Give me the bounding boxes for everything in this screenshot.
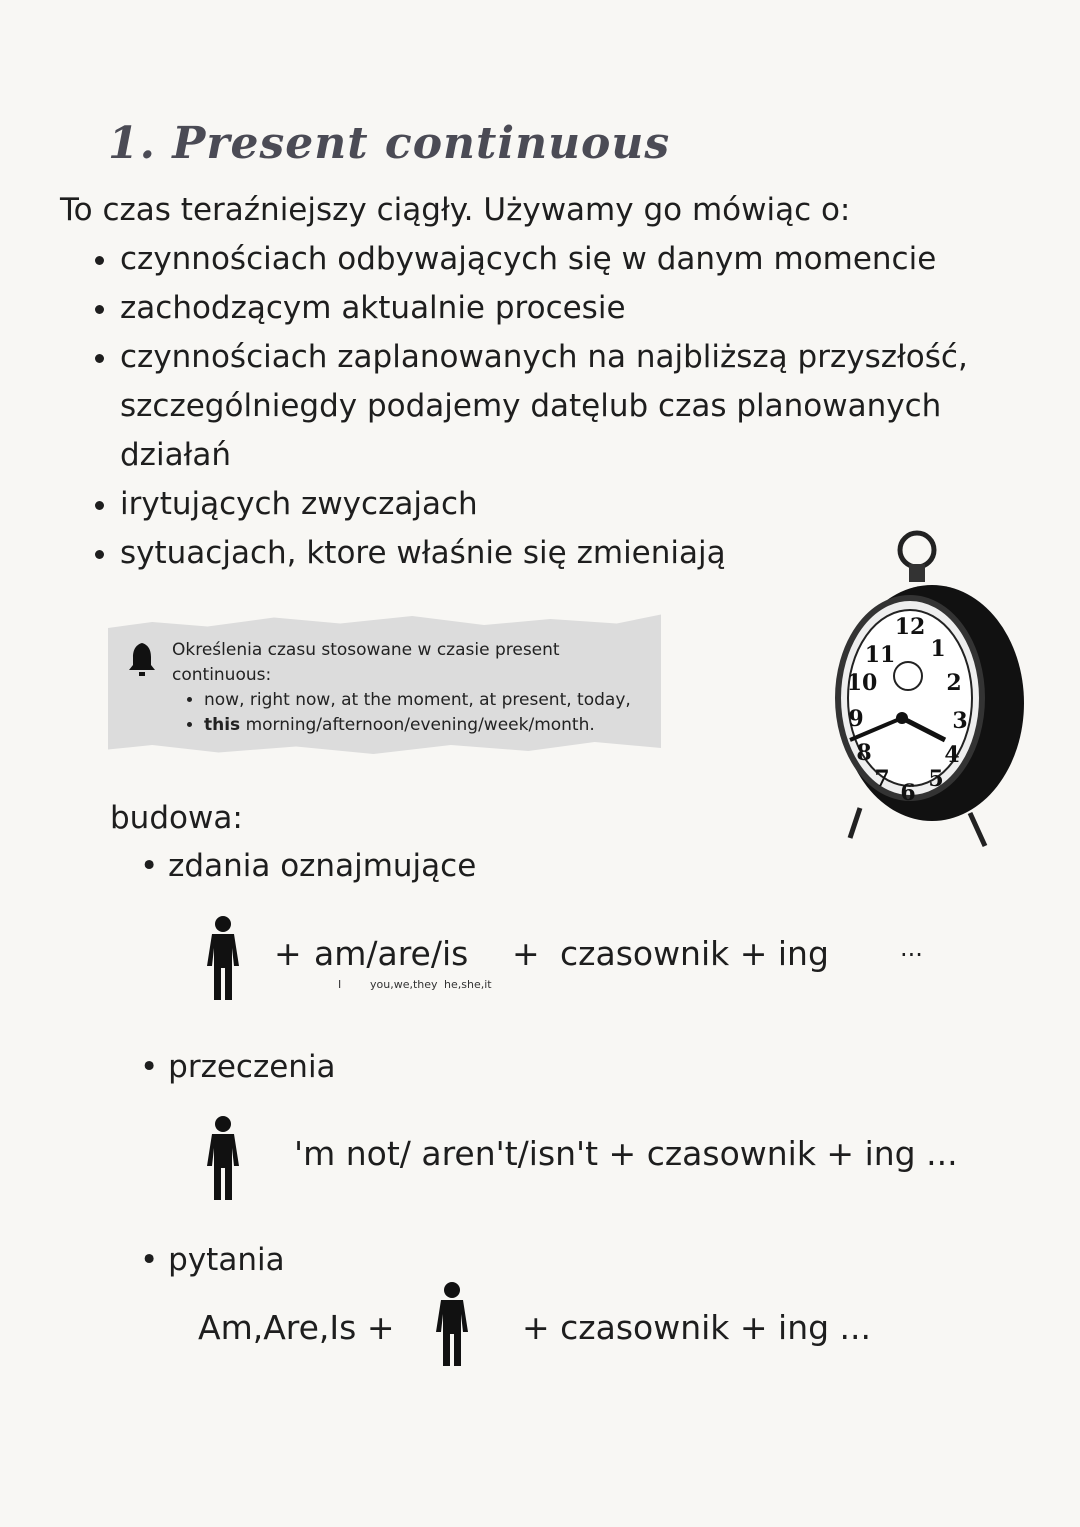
list-item: • sytuacjach, ktore właśnie się zmieniają	[120, 529, 1060, 578]
negative-label: przeczenia	[168, 1049, 336, 1085]
subject-he: he,she,it	[444, 978, 492, 991]
subject-you: you,we,they	[370, 978, 438, 991]
svg-text:2: 2	[946, 670, 962, 696]
note-heading: Określenia czasu stosowane w czasie present continuous:	[172, 640, 560, 685]
person-icon	[204, 916, 242, 1002]
question-start: Am,Are,Is +	[198, 1308, 395, 1347]
svg-text:7: 7	[874, 766, 890, 792]
plus-sign: +	[274, 934, 302, 973]
auxiliary-verb: am/are/is	[314, 934, 469, 973]
question-heading: • pytania	[140, 1242, 285, 1278]
negative-heading: • przeczenia	[140, 1049, 336, 1085]
person-icon	[204, 1116, 242, 1202]
svg-text:10: 10	[846, 670, 878, 696]
svg-text:11: 11	[864, 642, 896, 668]
svg-text:9: 9	[848, 706, 864, 732]
svg-text:12: 12	[894, 614, 926, 640]
note-list	[186, 688, 631, 738]
ellipsis: ...	[900, 934, 923, 962]
affirmative-label: zdania oznajmujące	[168, 848, 477, 884]
svg-text:4: 4	[944, 742, 960, 768]
budowa-label: budowa:	[110, 800, 243, 836]
negative-formula: 'm not/ aren't/isn't + czasownik + ing ...	[294, 1134, 958, 1173]
page-title: 1. Present continuous	[108, 118, 671, 169]
intro-text: To czas teraźniejszy ciągły. Używamy go mówiąc o:	[60, 192, 851, 228]
plus-sign: +	[512, 934, 540, 973]
note-rest: morning/afternoon/evening/week/month.	[240, 715, 595, 735]
affirmative-heading: • zdania oznajmujące	[140, 848, 477, 884]
list-item: • czynnościach odbywających się w danym momencie	[120, 235, 1060, 284]
svg-text:8: 8	[856, 740, 872, 766]
svg-text:3: 3	[952, 708, 968, 734]
question-label: pytania	[168, 1242, 285, 1278]
alarm-clock-icon	[820, 528, 1030, 848]
verb-ing: czasownik + ing	[560, 934, 829, 973]
bell-icon	[126, 641, 158, 679]
note-item	[204, 713, 631, 738]
person-icon	[433, 1282, 471, 1368]
note-bold: this	[204, 715, 241, 735]
svg-text:1: 1	[930, 636, 946, 662]
list-item: • zachodzącym aktualnie procesie	[120, 284, 1060, 333]
note-item: • now, right now, at the moment, at present, today,	[204, 688, 631, 713]
subject-i: I	[338, 978, 342, 991]
svg-text:6: 6	[900, 780, 916, 806]
list-item: • czynnościach zaplanowanych na najbliższą przyszłość, szczególniegdy podajemy datęlub czas planowanych działań	[120, 333, 1030, 480]
list-item: • irytujących zwyczajach	[120, 480, 1060, 529]
uses-list	[82, 235, 1060, 578]
svg-text:5: 5	[928, 766, 944, 792]
question-rest: + czasownik + ing ...	[522, 1308, 872, 1347]
